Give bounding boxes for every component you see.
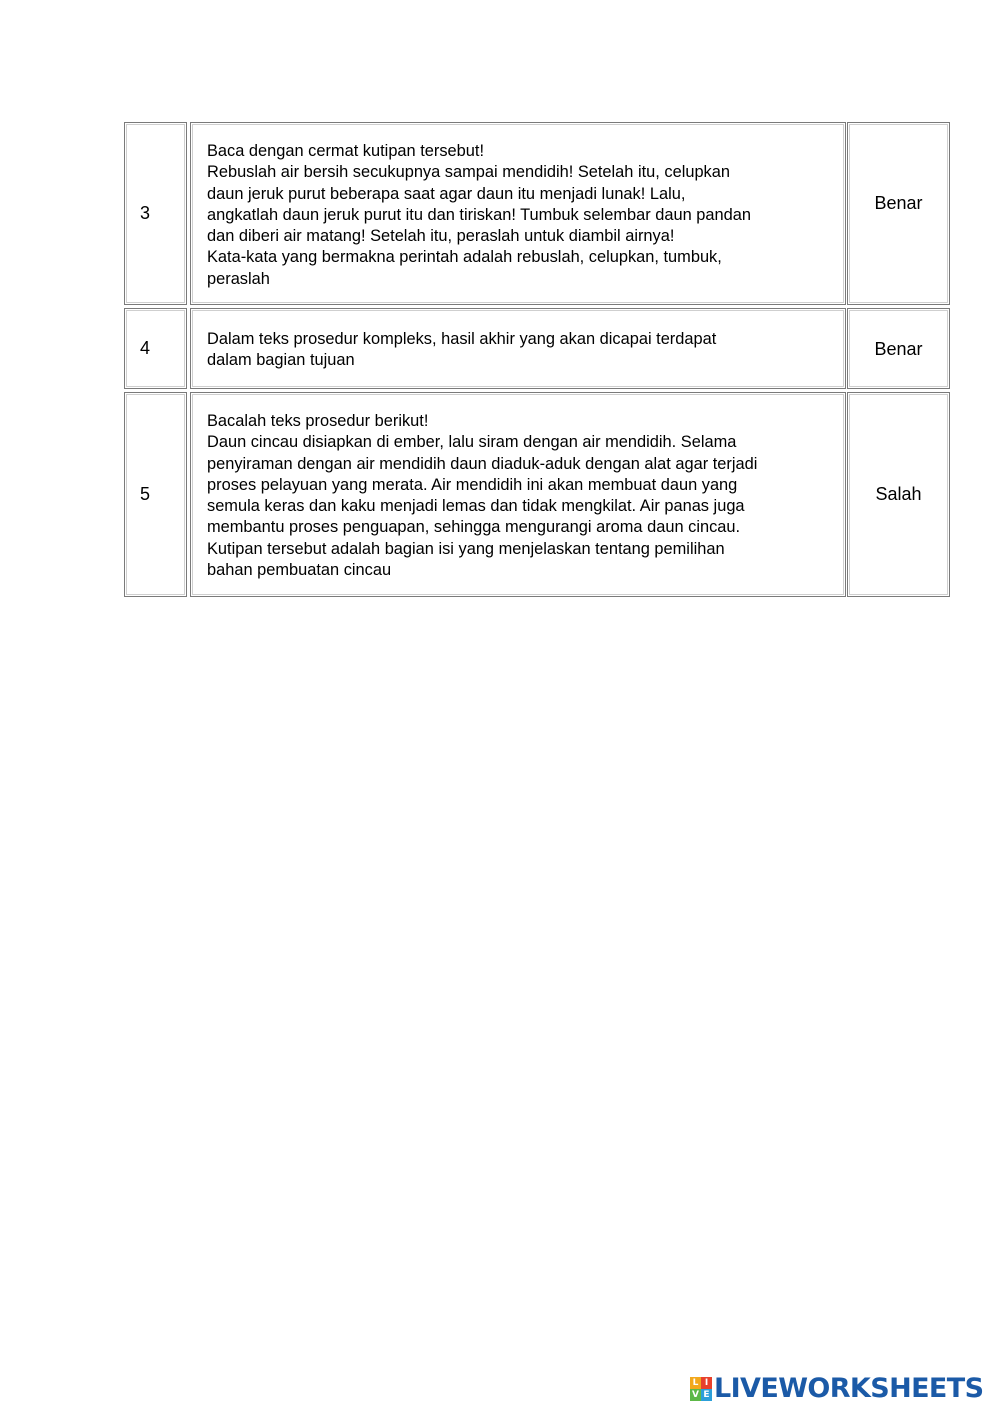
logo-mark-letter: I [701, 1377, 712, 1389]
question-line: Kata-kata yang bermakna perintah adalah rebuslah, celupkan, tumbuk, [207, 248, 722, 267]
question-line: Rebuslah air bersih secukupnya sampai mendidih! Setelah itu, celupkan [207, 163, 730, 182]
question-line: Bacalah teks prosedur berikut! [207, 412, 429, 430]
question-line: membantu proses penguapan, sehingga mengurangi aroma daun cincau. [207, 518, 741, 537]
question-line: daun jeruk purut beberapa saat agar daun itu menjadi lunak! Lalu, [207, 184, 686, 203]
question-line: proses pelayuan yang merata. Air mendidih ini akan membuat daun yang [207, 475, 738, 494]
row-number: 4 [140, 338, 151, 358]
question-line: penyiraman dengan air mendidih daun diaduk-aduk dengan alat agar terjadi [207, 454, 758, 473]
row-number: 5 [140, 484, 151, 504]
logo-mark-letter: V [690, 1389, 701, 1401]
table-row [124, 122, 950, 305]
question-line: bahan pembuatan cincau [207, 561, 392, 580]
question-line: Baca dengan cermat kutipan tersebut! [207, 142, 484, 160]
row-number-cell [124, 308, 187, 389]
logo-wordmark: LIVEWORKSHEETS [714, 1373, 984, 1404]
table-row [124, 392, 950, 597]
question-line: semula keras dan kaku menjadi lemas dan tidak mengkilat. Air panas juga [207, 497, 745, 516]
question-line: peraslah [207, 269, 270, 288]
question-cell [190, 392, 846, 597]
question-line: dan diberi air matang! Setelah itu, peraslah untuk diambil airnya! [207, 227, 675, 246]
question-cell [190, 308, 846, 389]
logo-mark-letter: E [701, 1389, 712, 1401]
logo-mark-letter: L [690, 1377, 701, 1389]
row-number-cell [124, 392, 187, 597]
question-line: Kutipan tersebut adalah bagian isi yang menjelaskan tentang pemilihan [207, 539, 725, 558]
question-line: dalam bagian tujuan [207, 351, 355, 370]
question-line: Dalam teks prosedur kompleks, hasil akhir yang akan dicapai terdapat [207, 330, 717, 348]
row-number-cell [124, 122, 187, 305]
table-row [124, 308, 950, 389]
answer-text: Benar [874, 193, 923, 213]
answer-cell[interactable] [847, 122, 950, 305]
row-number: 3 [140, 203, 151, 223]
answer-text: Salah [875, 484, 922, 504]
question-line: angkatlah daun jeruk purut itu dan tiriskan! Tumbuk selembar daun pandan [207, 205, 751, 224]
logo-mark-icon [690, 1377, 712, 1401]
question-cell [190, 122, 846, 305]
answer-text: Benar [874, 339, 923, 359]
answer-cell[interactable] [847, 308, 950, 389]
liveworksheets-logo [690, 1374, 983, 1404]
question-line: Daun cincau disiapkan di ember, lalu siram dengan air mendidih. Selama [207, 433, 737, 452]
answer-cell[interactable] [847, 392, 950, 597]
